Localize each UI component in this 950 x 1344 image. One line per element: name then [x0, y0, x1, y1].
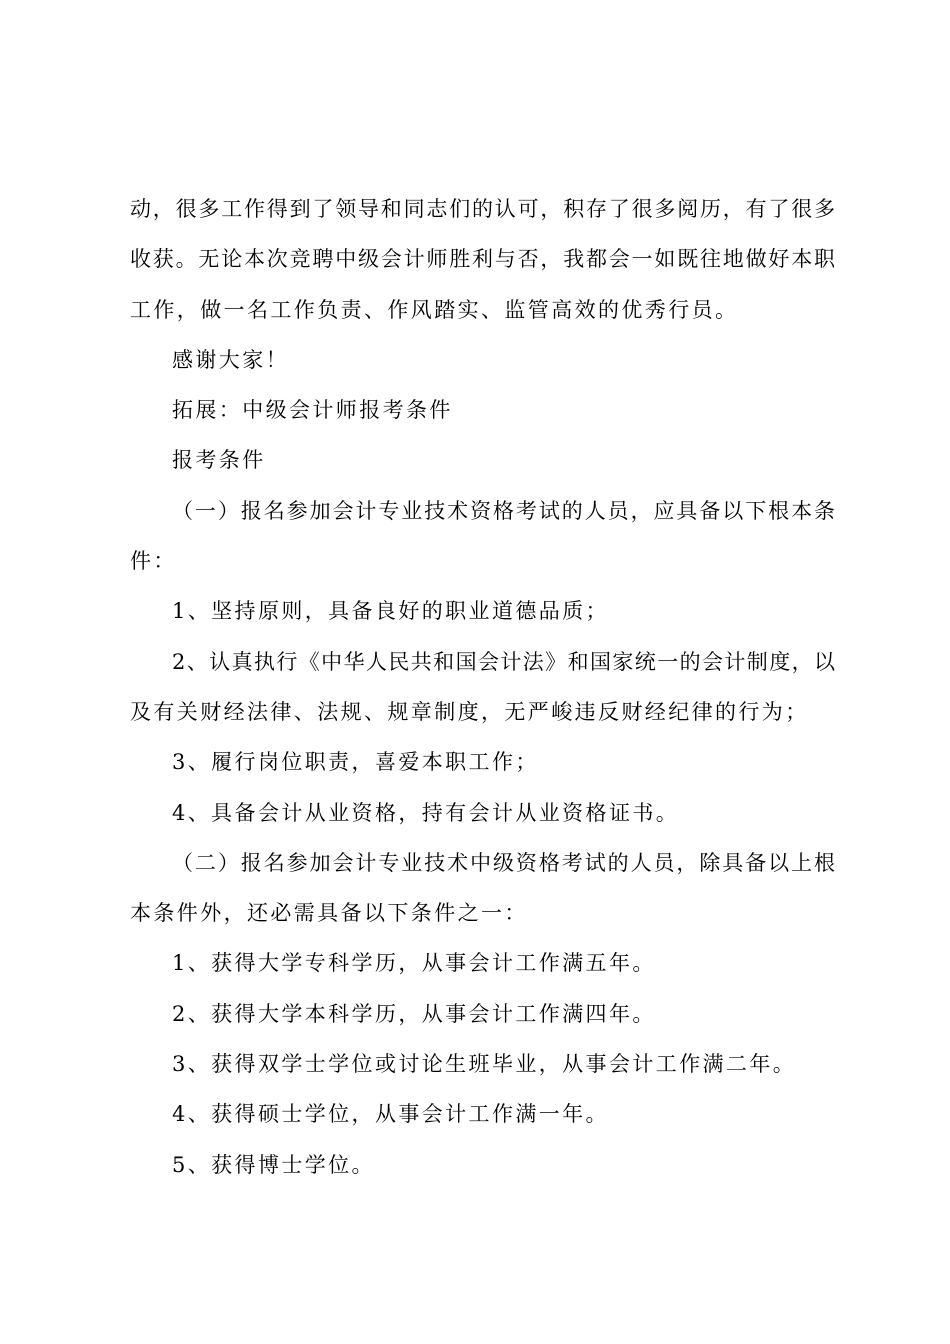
clause-1-line-1: （一）报名参加会计专业技术资格考试的人员，应具备以下根本条 [172, 498, 835, 523]
extension-title: 拓展：中级会计师报考条件 [172, 398, 453, 423]
paragraph-line-1: 动，很多工作得到了领导和同志们的认可，积存了很多阅历，有了很多 [130, 197, 835, 221]
clause-1-line-2: 件： [130, 549, 177, 574]
clause-2-line-1: （二）报名参加会计专业技术中级资格考试的人员，除具备以上根 [172, 850, 835, 875]
intermediate-condition-3: 3、获得双学士学位或讨论生班毕业，从事会计工作满二年。 [172, 1052, 797, 1077]
basic-condition-3: 3、履行岗位职责，喜爱本职工作； [172, 750, 539, 775]
clause-2-line-2: 本条件外，还必需具备以下条件之一： [130, 901, 528, 926]
thanks-line: 感谢大家！ [172, 347, 289, 372]
basic-condition-2-line-2: 及有关财经法律、法规、规章制度，无严峻违反财经纪律的行为； [130, 699, 809, 724]
basic-condition-2-line-1: 2、认真执行《中华人民共和国会计法》和国家统一的会计制度，以 [172, 649, 835, 674]
document-body [130, 184, 835, 1190]
basic-condition-1: 1、坚持原则，具备良好的职业道德品质； [172, 599, 609, 624]
paragraph-line-2: 收获。无论本次竞聘中级会计师胜利与否，我都会一如既往地做好本职 [130, 247, 835, 272]
intermediate-condition-2: 2、获得大学本科学历，从事会计工作满四年。 [172, 1001, 656, 1026]
intermediate-condition-1: 1、获得大学专科学历，从事会计工作满五年。 [172, 951, 656, 976]
paragraph-line-3: 工作，做一名工作负责、作风踏实、监管高效的优秀行员。 [130, 297, 739, 322]
intermediate-condition-5: 5、获得博士学位。 [172, 1152, 375, 1177]
intermediate-condition-4: 4、获得硕士学位，从事会计工作满一年。 [172, 1102, 609, 1127]
section-title: 报考条件 [172, 448, 266, 473]
basic-condition-4: 4、具备会计从业资格，持有会计从业资格证书。 [172, 800, 680, 825]
